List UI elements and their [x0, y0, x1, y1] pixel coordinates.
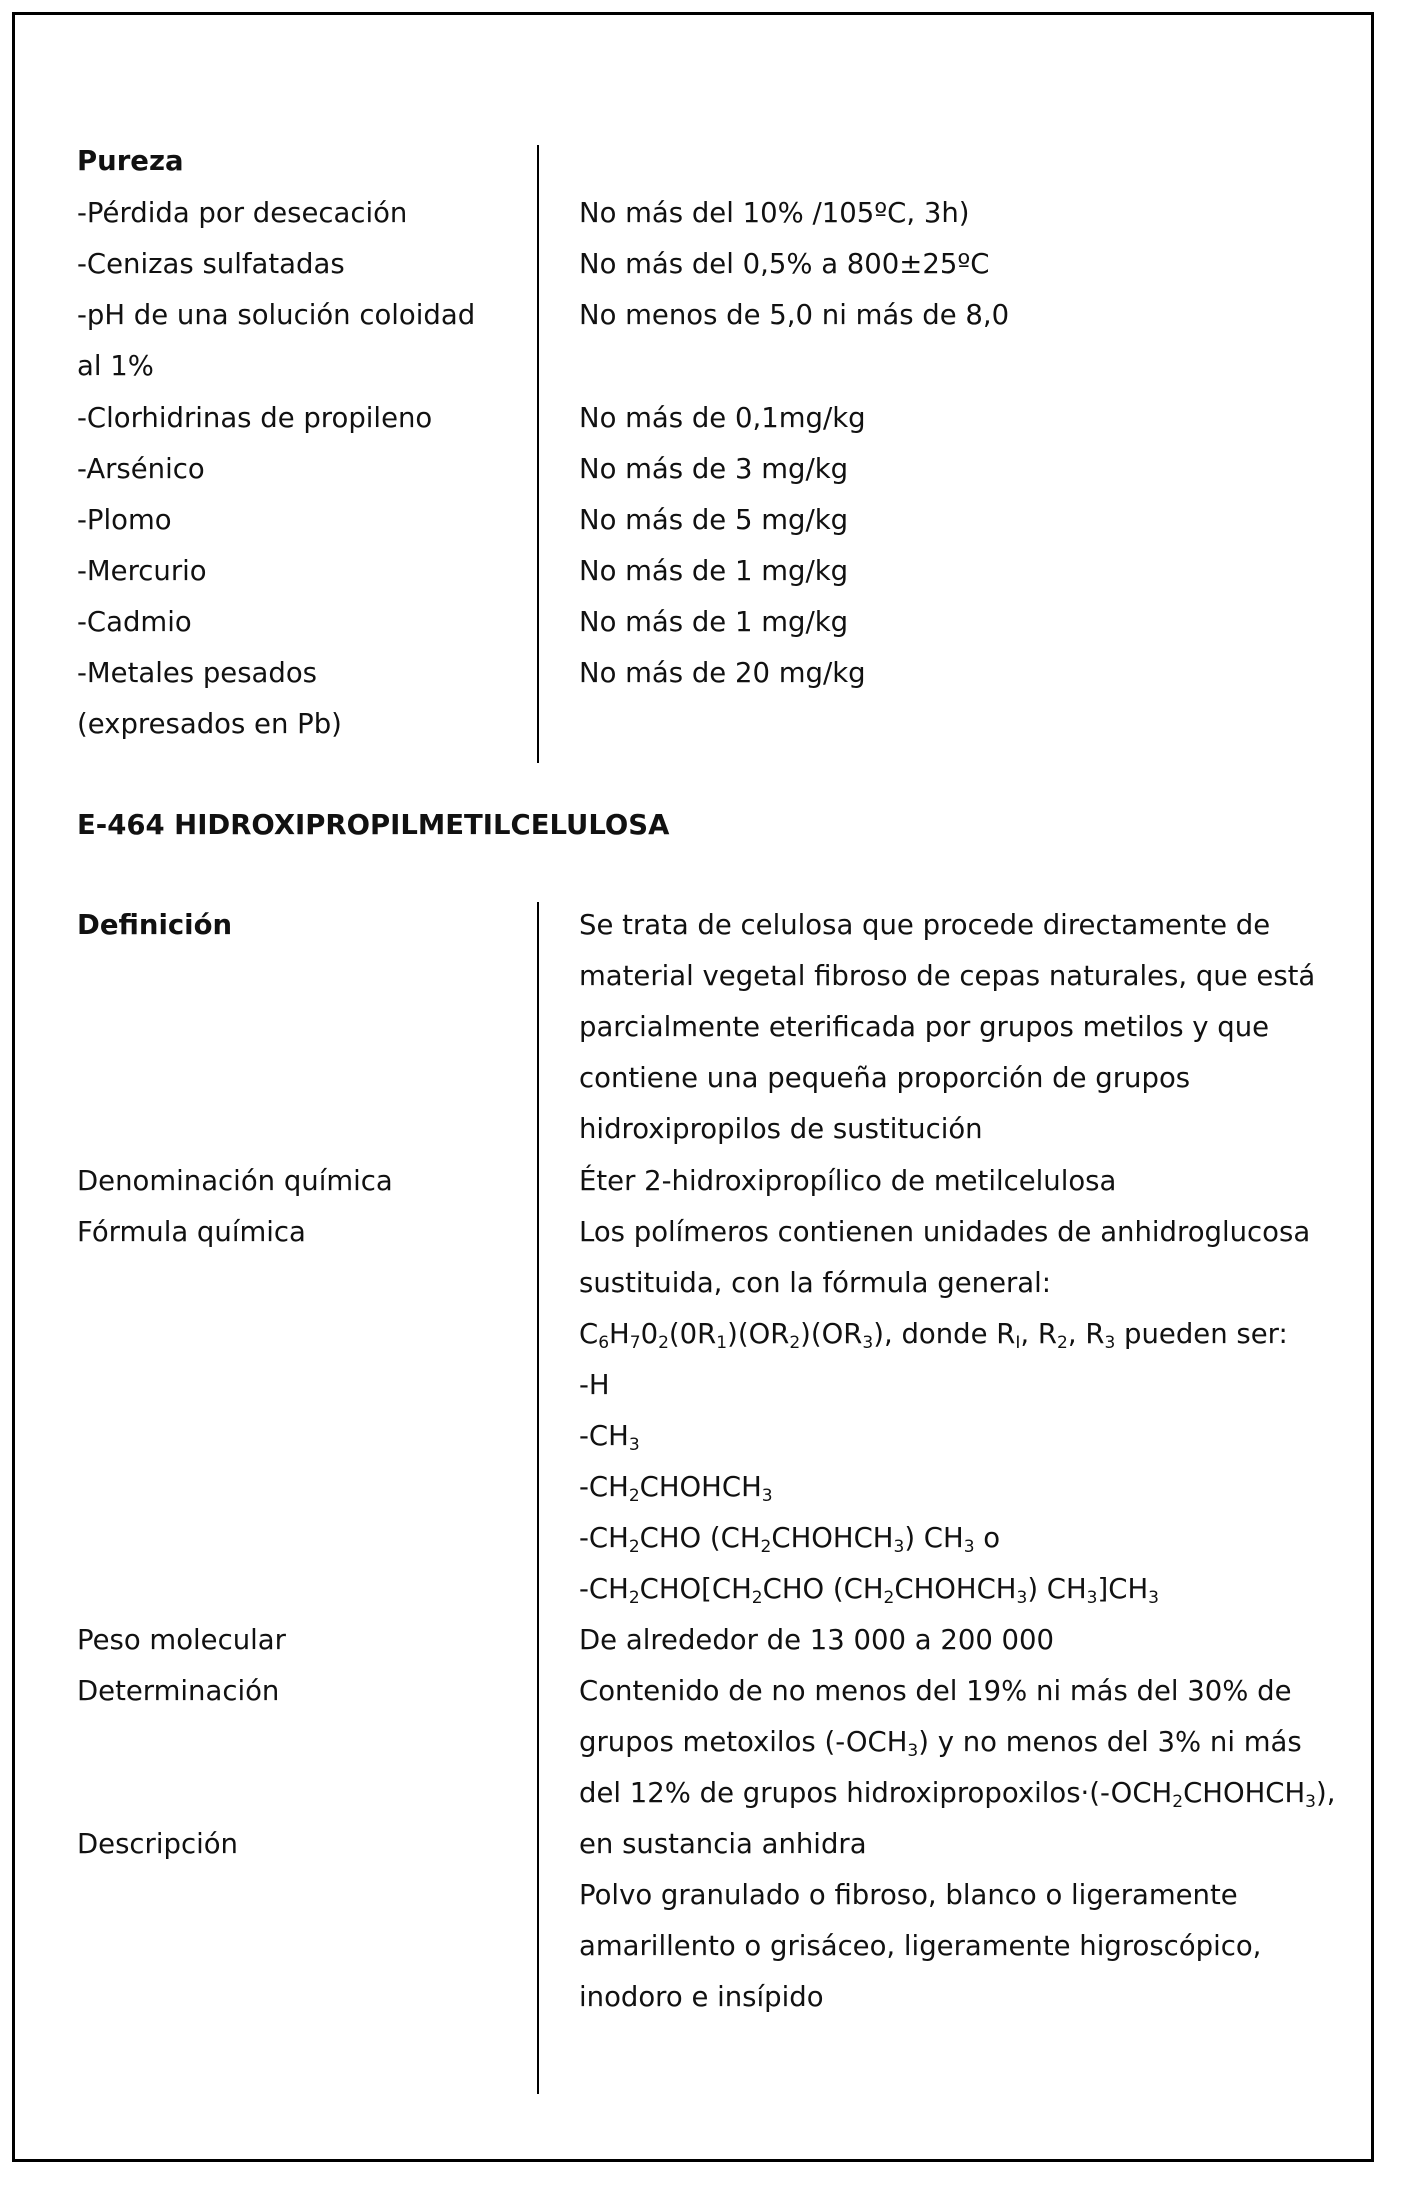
formula-label: Fórmula química	[77, 1216, 306, 1248]
pureza-label-1: -Cenizas sulfatadas	[77, 248, 345, 280]
substituent-2: $-CH_3$	[579, 1420, 640, 1455]
determinacion-line-1: Contenido de no menos del 19% ni más del 30% de	[579, 1675, 1292, 1707]
determinacion-line-4: en sustancia anhidra	[579, 1828, 867, 1860]
pureza-label-9: -Metales pesados	[77, 657, 317, 689]
pureza-value-9: No más de 20 mg/kg	[579, 657, 866, 689]
definicion-label: Definición	[77, 909, 233, 941]
definicion-line-3: parcialmente eterificada por grupos metilos y que	[579, 1011, 1270, 1043]
column-divider-spec	[537, 902, 539, 2094]
formula-line-1: Los polímeros contienen unidades de anhidroglucosa	[579, 1216, 1311, 1248]
pureza-value-1: No más del 0,5% a 800±25ºC	[579, 248, 990, 280]
denominacion-label: Denominación química	[77, 1165, 393, 1197]
pureza-value-7: No más de 1 mg/kg	[579, 555, 849, 587]
definicion-line-4: contiene una pequeña proporción de grupos	[579, 1062, 1191, 1094]
pureza-label-0: -Pérdida por desecación	[77, 197, 408, 229]
substituent-1: -H	[579, 1369, 610, 1401]
descripcion-line-2: amarillento o grisáceo, ligeramente higroscópico,	[579, 1930, 1262, 1962]
denominacion-value: Éter 2-hidroxipropílico de metilcelulosa	[579, 1165, 1117, 1197]
descripcion-line-3: inodoro e insípido	[579, 1981, 824, 2013]
pureza-label-4: -Clorhidrinas de propileno	[77, 402, 433, 434]
pureza-value-0: No más del 10% /105ºC, 3h)	[579, 197, 970, 229]
substituent-3: $-CH_2CHOHCH_3$	[579, 1471, 773, 1506]
pureza-label-2: -pH de una solución coloidad	[77, 299, 476, 331]
definicion-line-2: material vegetal fibroso de cepas naturales, que está	[579, 960, 1316, 992]
formula-line-2: sustituida, con la fórmula general:	[579, 1267, 1052, 1299]
pureza-label-3: al 1%	[77, 350, 154, 382]
pureza-label-5: -Arsénico	[77, 453, 205, 485]
determinacion-line-2: grupos metoxilos $(-OCH_3)$ y no menos del 3% ni más	[579, 1726, 1302, 1761]
column-divider-pureza	[537, 145, 539, 763]
pureza-label-10: (expresados en Pb)	[77, 708, 342, 740]
determinacion-label: Determinación	[77, 1675, 280, 1707]
pureza-label-6: -Plomo	[77, 504, 172, 536]
pureza-label-7: -Mercurio	[77, 555, 207, 587]
definicion-line-5: hidroxipropilos de sustitución	[579, 1113, 983, 1145]
pureza-value-5: No más de 3 mg/kg	[579, 453, 849, 485]
descripcion-line-1: Polvo granulado o fibroso, blanco o ligeramente	[579, 1879, 1238, 1911]
pureza-value-6: No más de 5 mg/kg	[579, 504, 849, 536]
peso-label: Peso molecular	[77, 1624, 286, 1656]
peso-value: De alrededor de 13 000 a 200 000	[579, 1624, 1055, 1656]
pureza-value-4: No más de 0,1mg/kg	[579, 402, 866, 434]
substituent-4: $-CH_2CHO$ $(CH_2CHOHCH_3)$ $CH_3$ o	[579, 1522, 1001, 1557]
substituent-5: $-CH_2CHO[CH_2CHO$ $(CH_2CHOHCH_3)$ $CH_3]CH_3$	[579, 1573, 1159, 1608]
descripcion-label: Descripción	[77, 1828, 238, 1860]
determinacion-line-3: del 12% de grupos $hidroxipropoxilos\cdot(-OCH_2CHOHCH_3)$,	[579, 1777, 1336, 1812]
formula-general: $C_6H_70_2(0R_1)(OR_2)(OR_3)$, donde $R_I$, $R_2$, $R_3$ pueden ser:	[579, 1318, 1288, 1353]
section-title: E-464 HIDROXIPROPILMETILCELULOSA	[77, 809, 670, 841]
pureza-heading: Pureza	[77, 145, 184, 177]
pureza-label-8: -Cadmio	[77, 606, 192, 638]
pureza-value-2: No menos de 5,0 ni más de 8,0	[579, 299, 1010, 331]
pureza-value-8: No más de 1 mg/kg	[579, 606, 849, 638]
definicion-line-1: Se trata de celulosa que procede directamente de	[579, 909, 1271, 941]
